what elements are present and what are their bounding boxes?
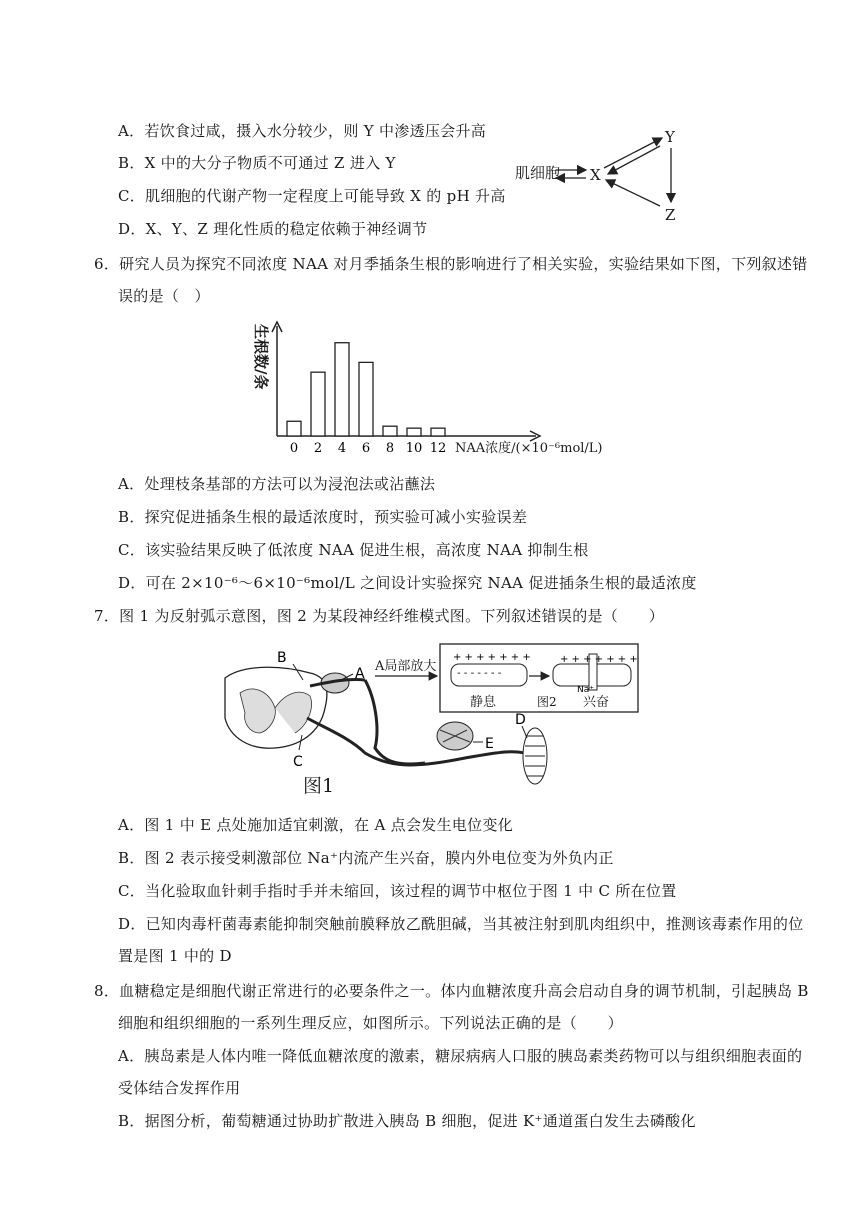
figure-2-panel (440, 644, 638, 712)
label-e: E (485, 736, 494, 752)
tick-label-0: 0 (289, 441, 299, 456)
q7-option-a: A．图 1 中 E 点处施加适宜刺激，在 A 点会发生电位变化 (118, 816, 514, 834)
bar-8 (383, 426, 397, 436)
q5-option-b: B．X 中的大分子物质不可通过 Z 进入 Y (118, 154, 396, 172)
fig2-caption: 图2 (537, 695, 557, 709)
chart-ylabel: 生根数/条 (252, 324, 270, 390)
tick-label-10: 10 (405, 441, 423, 456)
fig2-minus-row-left: - - - - - - - (457, 668, 502, 679)
q7-option-c: C．当化验取血针刺手指时手并未缩回，该过程的调节中枢位于图 1 中 C 所在位置 (118, 882, 677, 900)
q6-stem-line1: 6．研究人员为探究不同浓度 NAA 对月季插条生根的影响进行了相关实验，实验结果如下图，下列叙述错 (94, 255, 808, 273)
fig2-plus-row-left: + + + + + + + (453, 652, 531, 663)
label-a: A (355, 666, 365, 682)
q8-option-b: B．据图分析，葡萄糖通过协助扩散进入胰岛 B 细胞，促进 K⁺通道蛋白发生去磷酸化 (118, 1112, 696, 1130)
q5-option-c: C．肌细胞的代谢产物一定程度上可能导致 X 的 pH 升高 (118, 187, 506, 205)
fig2-plus-row-right: + + + + + + + (560, 654, 638, 665)
q6-stem-line2: 误的是（ ） (118, 287, 210, 305)
reflex-arc-figure (215, 638, 655, 803)
q6-option-c: C．该实验结果反映了低浓度 NAA 促进生根，高浓度 NAA 抑制生根 (118, 541, 589, 559)
naa-rooting-chart (250, 318, 630, 463)
q7-option-d-cont: 置是图 1 中的 D (118, 947, 232, 965)
q6-option-b: B．探究促进插条生根的最适浓度时，预实验可减小实验误差 (118, 508, 528, 526)
body-fluid-diagram (510, 120, 690, 230)
fig1-caption: 图1 (303, 775, 335, 797)
q7-option-d: D．已知肉毒杆菌毒素能抑制突触前膜释放乙酰胆碱，当其被注射到肌肉组织中，推测该毒素作用的位 (118, 915, 804, 933)
bar-2 (311, 372, 325, 436)
muscle-cell-label: 肌细胞 (515, 164, 561, 182)
q8-option-a-cont: 受体结合发挥作用 (118, 1079, 241, 1097)
label-d: D (515, 712, 526, 728)
na-label: Na⁺ (577, 685, 594, 695)
tick-label-12: 12 (429, 441, 447, 456)
q5-option-a: A．若饮食过咸，摄入水分较少，则 Y 中渗透压会升高 (118, 122, 487, 140)
chart-xlabel: NAA浓度/(×10⁻⁶mol/L) (455, 441, 603, 456)
q8-stem-line1: 8．血糖稳定是细胞代谢正常进行的必要条件之一。体内血糖浓度升高会启动自身的调节机制，引起胰岛 B (94, 982, 809, 1000)
rest-label: 静息 (470, 695, 497, 710)
tick-label-2: 2 (313, 441, 323, 456)
bar-0 (287, 421, 301, 436)
spinal-cord (225, 667, 327, 748)
q7-stem: 7．图 1 为反射弧示意图，图 2 为某段神经纤维模式图。下列叙述错误的是（ ） (94, 607, 665, 625)
tick-label-6: 6 (361, 441, 371, 456)
tick-label-4: 4 (337, 441, 347, 456)
zoom-label: A局部放大 (375, 659, 437, 674)
z-label: Z (665, 206, 676, 224)
x-label: X (590, 166, 601, 184)
y-label: Y (665, 128, 675, 146)
bar-12 (431, 428, 445, 436)
label-c: C (293, 754, 303, 770)
q5-option-d: D．X、Y、Z 理化性质的稳定依赖于神经调节 (118, 220, 428, 238)
label-b: B (277, 650, 287, 666)
q8-stem-line2: 细胞和组织细胞的一系列生理反应，如图所示。下列说法正确的是（ ） (118, 1014, 623, 1032)
q8-option-a: A．胰岛素是人体内唯一降低血糖浓度的激素，糖尿病病人口服的胰岛素类药物可以与组织细胞表面的 (118, 1047, 803, 1065)
receptor-skin (437, 722, 473, 750)
bar-10 (407, 428, 421, 436)
bar-6 (359, 362, 373, 436)
bar-4 (335, 343, 349, 436)
excite-label: 兴奋 (583, 695, 610, 710)
q6-option-d: D．可在 2×10⁻⁶～6×10⁻⁶mol/L 之间设计实验探究 NAA 促进插条生根的最适浓度 (118, 574, 697, 592)
tick-label-8: 8 (385, 441, 395, 456)
q7-option-b: B．图 2 表示接受刺激部位 Na⁺内流产生兴奋，膜内外电位变为外负内正 (118, 849, 614, 867)
q6-option-a: A．处理枝条基部的方法可以为浸泡法或沾蘸法 (118, 475, 436, 493)
